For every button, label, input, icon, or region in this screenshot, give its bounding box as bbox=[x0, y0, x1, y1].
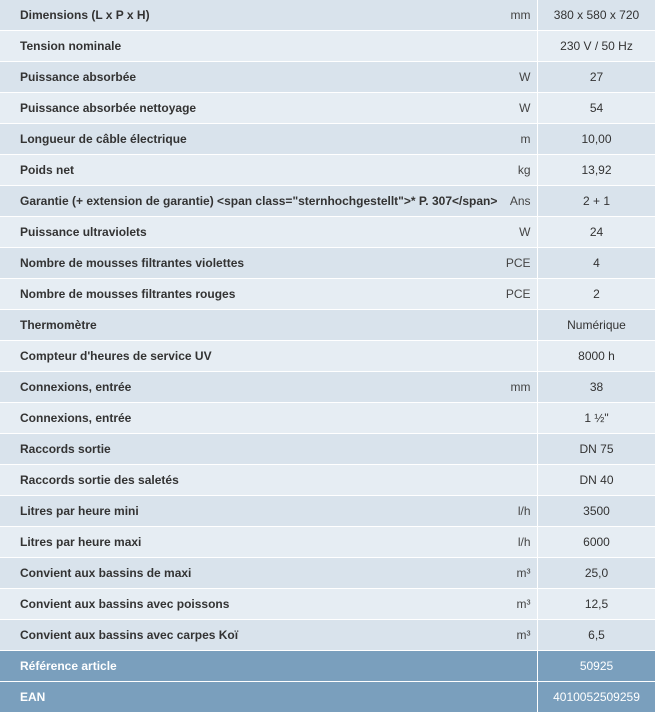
spec-row-violet-foams bbox=[0, 248, 655, 279]
spec-label: Litres par heure mini bbox=[20, 504, 139, 518]
spec-row-pond-koi bbox=[0, 620, 655, 651]
spec-label: Nombre de mousses filtrantes violettes bbox=[20, 256, 245, 270]
spec-value: 12,5 bbox=[537, 589, 655, 620]
spec-unit: W bbox=[519, 70, 531, 84]
spec-row-warranty bbox=[0, 186, 655, 217]
spec-value: 6,5 bbox=[537, 620, 655, 651]
spec-unit: W bbox=[519, 225, 531, 239]
spec-value: 3500 bbox=[537, 496, 655, 527]
spec-value: 2 bbox=[537, 279, 655, 310]
spec-value: 8000 h bbox=[537, 341, 655, 372]
spec-value: 1 ½" bbox=[537, 403, 655, 434]
reference-label: Référence article bbox=[0, 651, 537, 682]
spec-value: DN 75 bbox=[537, 434, 655, 465]
spec-row-uv-power bbox=[0, 217, 655, 248]
spec-row-red-foams bbox=[0, 279, 655, 310]
spec-row-pond-max bbox=[0, 558, 655, 589]
spec-row-uv-hours bbox=[0, 341, 655, 372]
spec-label: Convient aux bassins avec poissons bbox=[20, 597, 230, 611]
spec-unit: mm bbox=[510, 380, 531, 394]
spec-value: 27 bbox=[537, 62, 655, 93]
spec-value: 2 + 1 bbox=[537, 186, 655, 217]
spec-label: Compteur d'heures de service UV bbox=[20, 349, 212, 363]
spec-value: 38 bbox=[537, 372, 655, 403]
spec-row-outlet bbox=[0, 434, 655, 465]
spec-label: Convient aux bassins de maxi bbox=[20, 566, 192, 580]
spec-unit: W bbox=[519, 101, 531, 115]
spec-label: Poids net bbox=[20, 163, 75, 177]
spec-row-power-cleaning bbox=[0, 93, 655, 124]
spec-unit: m³ bbox=[516, 597, 531, 611]
spec-row-flow-max bbox=[0, 527, 655, 558]
spec-label: Puissance ultraviolets bbox=[20, 225, 147, 239]
spec-row-dirt-outlet bbox=[0, 465, 655, 496]
spec-label: Nombre de mousses filtrantes rouges bbox=[20, 287, 236, 301]
spec-label: Dimensions (L x P x H) bbox=[20, 8, 150, 22]
spec-row-inlet-inch bbox=[0, 403, 655, 434]
spec-row-net-weight bbox=[0, 155, 655, 186]
spec-value: 6000 bbox=[537, 527, 655, 558]
reference-value: 50925 bbox=[537, 651, 655, 682]
spec-row-cable-length bbox=[0, 124, 655, 155]
spec-value: 25,0 bbox=[537, 558, 655, 589]
spec-row-thermometer bbox=[0, 310, 655, 341]
spec-row-tension bbox=[0, 31, 655, 62]
spec-label: Puissance absorbée nettoyage bbox=[20, 101, 197, 115]
spec-label: Thermomètre bbox=[20, 318, 97, 332]
spec-value: DN 40 bbox=[537, 465, 655, 496]
spec-label: Garantie (+ extension de garantie) <span class="sternhochgestellt">* P. 307</span> bbox=[20, 194, 498, 208]
spec-value: 54 bbox=[537, 93, 655, 124]
spec-label: Puissance absorbée bbox=[20, 70, 137, 84]
spec-unit: m³ bbox=[516, 566, 531, 580]
spec-value: 13,92 bbox=[537, 155, 655, 186]
spec-value: 4 bbox=[537, 248, 655, 279]
spec-row-power bbox=[0, 62, 655, 93]
spec-unit: l/h bbox=[517, 504, 531, 518]
spec-unit: Ans bbox=[509, 194, 531, 208]
spec-label: Connexions, entrée bbox=[20, 380, 132, 394]
ean-value: 4010052509259 bbox=[537, 682, 655, 713]
spec-unit: kg bbox=[517, 163, 531, 177]
spec-unit: PCE bbox=[505, 287, 531, 301]
spec-label: Tension nominale bbox=[20, 39, 122, 53]
spec-label: Raccords sortie des saletés bbox=[20, 473, 179, 487]
spec-row-flow-min bbox=[0, 496, 655, 527]
spec-label: Longueur de câble électrique bbox=[20, 132, 187, 146]
spec-row-reference bbox=[0, 651, 655, 682]
spec-label: Convient aux bassins avec carpes Koï bbox=[20, 628, 239, 642]
spec-unit: m³ bbox=[516, 628, 531, 642]
spec-unit: l/h bbox=[517, 535, 531, 549]
spec-row-ean bbox=[0, 682, 655, 713]
spec-row-dimensions bbox=[0, 0, 655, 31]
spec-value: Numérique bbox=[537, 310, 655, 341]
spec-label: Connexions, entrée bbox=[20, 411, 132, 425]
spec-value: 24 bbox=[537, 217, 655, 248]
spec-row-inlet-mm bbox=[0, 372, 655, 403]
spec-value: 230 V / 50 Hz bbox=[537, 31, 655, 62]
spec-unit: mm bbox=[510, 8, 531, 22]
spec-label: Raccords sortie bbox=[20, 442, 111, 456]
spec-value: 10,00 bbox=[537, 124, 655, 155]
spec-value: 380 x 580 x 720 bbox=[537, 0, 655, 31]
ean-label: EAN bbox=[0, 682, 537, 713]
spec-unit: PCE bbox=[505, 256, 531, 270]
spec-label: Litres par heure maxi bbox=[20, 535, 142, 549]
spec-unit: m bbox=[520, 132, 531, 146]
spec-row-pond-fish bbox=[0, 589, 655, 620]
